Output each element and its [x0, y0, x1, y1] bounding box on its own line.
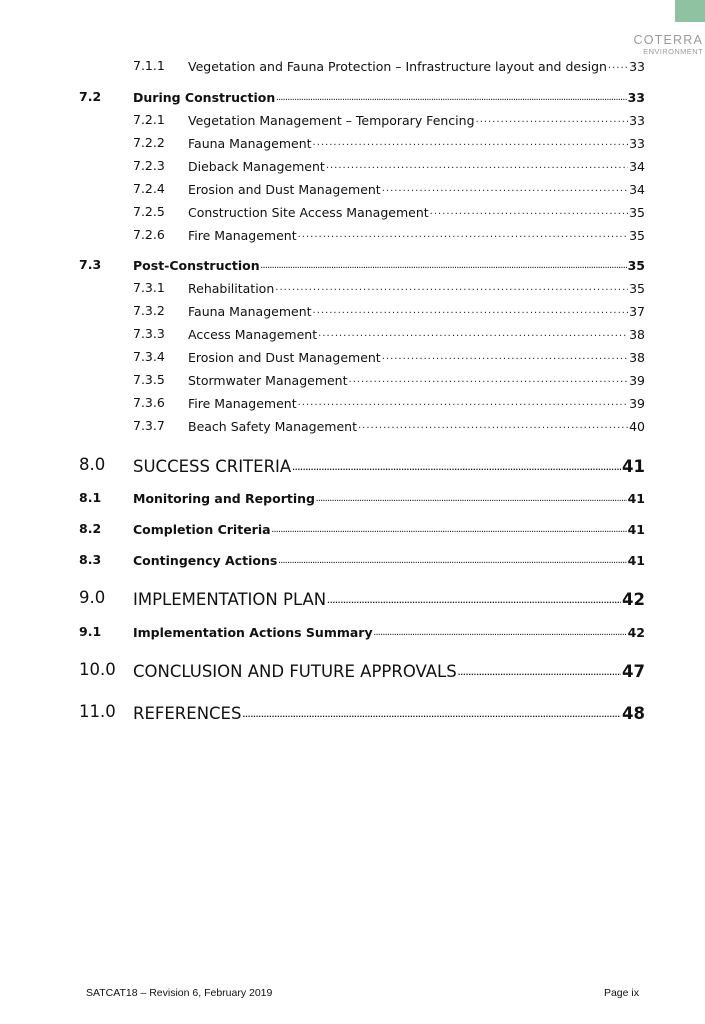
toc-entry-page: 33	[629, 135, 645, 151]
toc-dot-leader	[275, 280, 628, 293]
toc-entry[interactable]	[0, 349, 705, 367]
toc-entry-number: 7.3.6	[133, 395, 165, 410]
toc-entry[interactable]	[0, 552, 705, 570]
toc-entry[interactable]	[0, 112, 705, 130]
toc-entry[interactable]	[0, 702, 705, 726]
toc-entry[interactable]	[0, 58, 705, 76]
toc-entry-line	[133, 660, 645, 681]
toc-entry-page: 42	[627, 624, 645, 640]
toc-entry-title: Vegetation Management – Temporary Fencing	[188, 112, 475, 128]
toc-entry-line	[188, 181, 645, 197]
toc-entry-number: 7.3.7	[133, 418, 165, 433]
footer-document-revision: SATCAT18 – Revision 6, February 2019	[86, 987, 273, 999]
toc-entry-page: 42	[622, 589, 645, 609]
toc-dot-leader	[316, 490, 627, 503]
toc-entry-line	[188, 158, 645, 174]
toc-entry-title: Fire Management	[188, 395, 297, 411]
footer-page-number: Page ix	[603, 987, 639, 999]
toc-entry-line	[133, 552, 645, 568]
toc-dot-leader	[278, 552, 626, 565]
toc-entry-page: 35	[629, 227, 645, 243]
toc-entry-page: 33	[627, 89, 645, 105]
toc-entry[interactable]	[0, 588, 705, 612]
toc-dot-leader	[276, 89, 626, 102]
toc-entry-page: 41	[627, 552, 645, 568]
toc-entry-title: Stormwater Management	[188, 372, 348, 388]
toc-entry-page: 35	[629, 204, 645, 220]
toc-entry-line	[188, 418, 645, 434]
toc-entry[interactable]	[0, 455, 705, 479]
toc-entry-number: 10.0	[79, 660, 116, 679]
toc-entry-number: 7.3.1	[133, 280, 165, 295]
toc-dot-leader	[292, 455, 621, 472]
toc-entry-line	[188, 112, 645, 128]
toc-entry[interactable]	[0, 303, 705, 321]
toc-entry[interactable]	[0, 280, 705, 298]
toc-entry[interactable]	[0, 624, 705, 642]
toc-entry-number: 8.2	[79, 521, 102, 536]
toc-entry-line	[133, 490, 645, 506]
toc-entry-page: 41	[627, 490, 645, 506]
toc-entry-number: 7.2	[79, 89, 102, 104]
toc-entry-page: 48	[622, 703, 645, 723]
toc-entry[interactable]	[0, 521, 705, 539]
toc-entry-page: 38	[629, 349, 645, 365]
toc-entry-number: 7.3.5	[133, 372, 165, 387]
toc-entry-title: Fauna Management	[188, 135, 312, 151]
toc-entry-number: 7.1.1	[133, 58, 165, 73]
toc-entry-number: 9.0	[79, 588, 106, 607]
toc-entry-number: 8.3	[79, 552, 102, 567]
toc-entry-title: Beach Safety Management	[188, 418, 357, 434]
toc-dot-leader	[313, 303, 629, 316]
toc-entry[interactable]	[0, 181, 705, 199]
toc-entry[interactable]	[0, 418, 705, 436]
toc-entry-number: 7.3.4	[133, 349, 165, 364]
toc-entry-line	[133, 89, 645, 105]
toc-entry-title: Fire Management	[188, 227, 297, 243]
toc-entry-title: Construction Site Access Management	[188, 204, 429, 220]
toc-entry-number: 7.3.3	[133, 326, 165, 341]
toc-entry[interactable]	[0, 204, 705, 222]
toc-entry-title: Fauna Management	[188, 303, 312, 319]
toc-dot-leader	[382, 181, 628, 194]
toc-entry[interactable]	[0, 227, 705, 245]
toc-entry-page: 41	[622, 456, 645, 476]
toc-entry-line	[188, 204, 645, 220]
company-logo	[633, 34, 703, 56]
toc-entry-title: Erosion and Dust Management	[188, 181, 381, 197]
toc-entry-title: Dieback Management	[188, 158, 325, 174]
toc-entry[interactable]	[0, 257, 705, 275]
toc-entry[interactable]	[0, 660, 705, 684]
toc-entry-page: 47	[622, 661, 645, 681]
toc-entry-page: 33	[629, 112, 645, 128]
toc-entry-title: CONCLUSION AND FUTURE APPROVALS	[133, 661, 457, 681]
toc-entry-line	[188, 349, 645, 365]
toc-entry-number: 7.2.4	[133, 181, 165, 196]
toc-entry-line	[188, 303, 645, 319]
toc-entry-number: 7.3.2	[133, 303, 165, 318]
toc-dot-leader	[349, 372, 629, 385]
toc-entry-page: 38	[629, 326, 645, 342]
toc-entry-line	[133, 702, 645, 723]
toc-dot-leader	[374, 624, 627, 637]
toc-entry-title: Implementation Actions Summary	[133, 624, 373, 640]
toc-entry-number: 11.0	[79, 702, 116, 721]
toc-entry[interactable]	[0, 372, 705, 390]
toc-entry-title: IMPLEMENTATION PLAN	[133, 589, 327, 609]
toc-entry-number: 8.1	[79, 490, 102, 505]
toc-entry-page: 37	[629, 303, 645, 319]
toc-entry-line	[133, 588, 645, 609]
toc-entry-line	[188, 326, 645, 342]
toc-entry-line	[133, 624, 645, 640]
toc-dot-leader	[272, 521, 627, 534]
toc-entry-line	[188, 58, 645, 74]
toc-entry-number: 7.2.3	[133, 158, 165, 173]
toc-entry[interactable]	[0, 135, 705, 153]
toc-entry-title: Erosion and Dust Management	[188, 349, 381, 365]
toc-dot-leader	[318, 326, 628, 339]
toc-entry-number: 7.2.5	[133, 204, 165, 219]
toc-dot-leader	[313, 135, 629, 148]
toc-entry-page: 34	[629, 181, 645, 197]
toc-dot-leader	[261, 257, 627, 270]
toc-entry-page: 34	[629, 158, 645, 174]
toc-dot-leader	[358, 418, 628, 431]
toc-entry-line	[188, 372, 645, 388]
toc-dot-leader	[608, 58, 628, 71]
toc-dot-leader	[326, 158, 628, 171]
toc-entry-line	[188, 135, 645, 151]
toc-entry-title: SUCCESS CRITERIA	[133, 456, 292, 476]
toc-entry-page: 39	[629, 372, 645, 388]
toc-entry-page: 35	[627, 257, 645, 273]
toc-entry[interactable]	[0, 490, 705, 508]
toc-entry-page: 41	[627, 521, 645, 537]
toc-dot-leader	[476, 112, 629, 125]
toc-entry-page: 35	[629, 280, 645, 296]
toc-entry-page: 39	[629, 395, 645, 411]
toc-entry[interactable]	[0, 89, 705, 107]
logo-accent-square	[675, 0, 705, 22]
toc-entry-number: 7.3	[79, 257, 102, 272]
toc-entry-page: 33	[629, 58, 645, 74]
logo-sub-text: ENVIRONMENT	[643, 47, 703, 56]
toc-entry-title: Vegetation and Fauna Protection – Infrastructure layout and design	[188, 58, 607, 74]
toc-entry-page: 40	[629, 418, 645, 434]
toc-entry[interactable]	[0, 395, 705, 413]
toc-dot-leader	[458, 660, 621, 677]
toc-entry[interactable]	[0, 158, 705, 176]
toc-entry-line	[133, 521, 645, 537]
toc-entry-title: During Construction	[133, 89, 276, 105]
toc-entry[interactable]	[0, 326, 705, 344]
logo-main-text: COTERRA	[633, 33, 703, 47]
toc-entry-number: 8.0	[79, 455, 106, 474]
toc-dot-leader	[242, 702, 621, 719]
toc-dot-leader	[298, 227, 628, 240]
toc-dot-leader	[430, 204, 628, 217]
toc-dot-leader	[382, 349, 628, 362]
toc-entry-title: Rehabilitation	[188, 280, 275, 296]
toc-entry-line	[188, 395, 645, 411]
toc-entry-title: Contingency Actions	[133, 552, 278, 568]
toc-entry-number: 7.2.1	[133, 112, 165, 127]
toc-entry-number: 9.1	[79, 624, 102, 639]
toc-entry-title: Monitoring and Reporting	[133, 490, 315, 506]
toc-entry-title: Completion Criteria	[133, 521, 271, 537]
toc-entry-line	[133, 257, 645, 273]
toc-entry-line	[188, 280, 645, 296]
toc-entry-number: 7.2.2	[133, 135, 165, 150]
toc-entry-title: Post-Construction	[133, 257, 260, 273]
toc-entry-number: 7.2.6	[133, 227, 165, 242]
toc-dot-leader	[298, 395, 628, 408]
toc-entry-title: Access Management	[188, 326, 318, 342]
toc-dot-leader	[327, 588, 621, 605]
toc-entry-line	[133, 455, 645, 476]
toc-entry-title: REFERENCES	[133, 703, 242, 723]
toc-entry-line	[188, 227, 645, 243]
